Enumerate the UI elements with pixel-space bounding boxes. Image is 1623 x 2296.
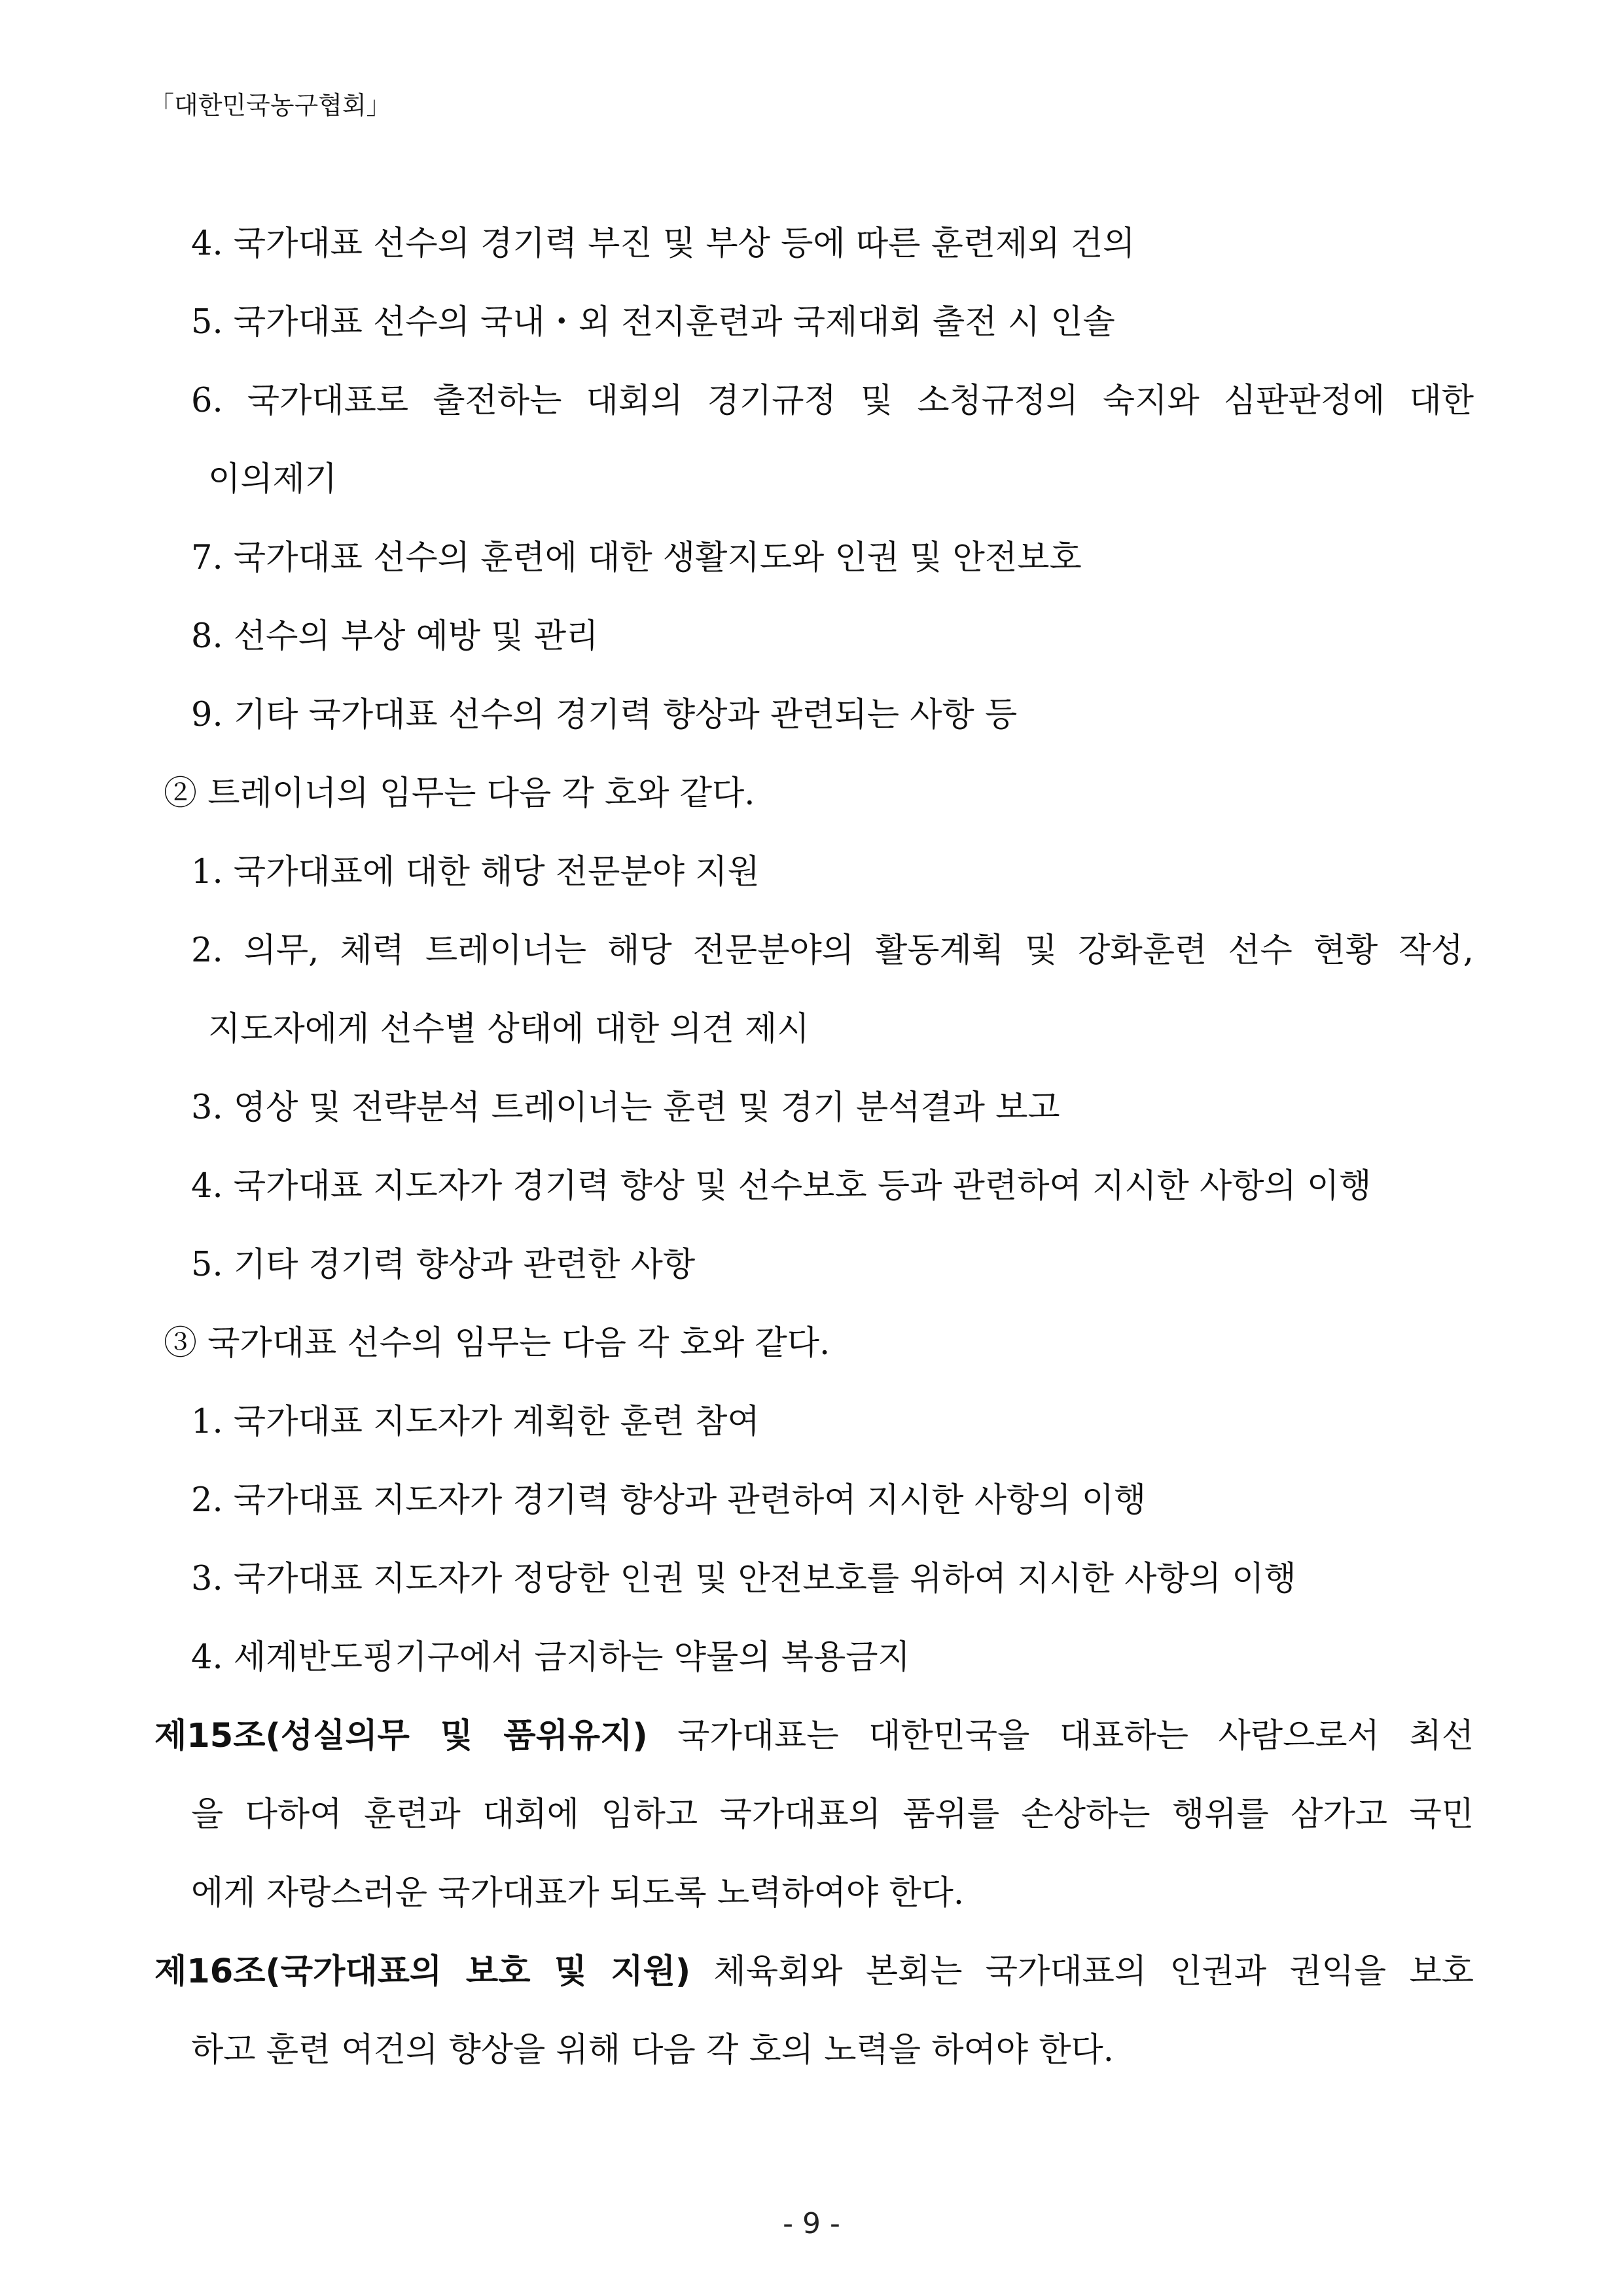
list-item: 5. 기타 경기력 향상과 관련한 사항 (191, 1246, 696, 1284)
list-item: 2. 국가대표 지도자가 경기력 향상과 관련하여 지시한 사항의 이행 (191, 1481, 1147, 1520)
list-item: 9. 기타 국가대표 선수의 경기력 향상과 관련되는 사항 등 (191, 696, 1018, 734)
document-header: 「대한민국농구협회」 (149, 91, 391, 120)
article-15-first-line (154, 1713, 1474, 1759)
article-16-text-line: 하고 훈련 여건의 향상을 위해 다음 각 호의 노력을 하여야 한다. (191, 2031, 1114, 2070)
article-15-title: 제15조(성실의무 및 품위유지) (154, 1717, 648, 1755)
clause-heading: ② 트레이너의 임무는 다음 각 호와 같다. (164, 774, 755, 813)
list-item: 8. 선수의 부상 예방 및 관리 (191, 617, 599, 656)
article-16-title: 제16조(국가대표의 보호 및 지원) (154, 1952, 691, 1991)
list-item: 1. 국가대표 지도자가 계획한 훈련 참여 (191, 1403, 760, 1441)
list-item: 5. 국가대표 선수의 국내・외 전지훈련과 국제대회 출전 시 인솔 (191, 303, 1115, 342)
list-item: 3. 국가대표 지도자가 정당한 인권 및 안전보호를 위하여 지시한 사항의 이행 (191, 1560, 1296, 1598)
article-15-text: 국가대표는 대한민국을 대표하는 사람으로서 최선 (677, 1717, 1474, 1755)
list-item: 2. 의무, 체력 트레이너는 해당 전문분야의 활동계획 및 강화훈련 선수 현황 작성, (191, 931, 1474, 970)
list-item: 4. 국가대표 선수의 경기력 부진 및 부상 등에 따른 훈련제외 건의 (191, 224, 1135, 263)
clause-heading: ③ 국가대표 선수의 임무는 다음 각 호와 같다. (164, 1324, 830, 1363)
list-item: 1. 국가대표에 대한 해당 전문분야 지원 (191, 853, 760, 891)
list-item: 3. 영상 및 전략분석 트레이너는 훈련 및 경기 분석결과 보고 (191, 1088, 1060, 1127)
list-item-continuation: 지도자에게 선수별 상태에 대한 의견 제시 (208, 1010, 810, 1049)
page-number: - 9 - (783, 2207, 840, 2240)
list-item-continuation: 이의제기 (208, 460, 338, 499)
list-item: 7. 국가대표 선수의 훈련에 대한 생활지도와 인권 및 안전보호 (191, 539, 1082, 577)
article-16-first-line (154, 1949, 1474, 1995)
list-item: 4. 국가대표 지도자가 경기력 향상 및 선수보호 등과 관련하여 지시한 사항의 이행 (191, 1167, 1372, 1206)
article-15-text-line: 에게 자랑스러운 국가대표가 되도록 노력하여야 한다. (191, 1874, 965, 1912)
article-15-text-line: 을 다하여 훈련과 대회에 임하고 국가대표의 품위를 손상하는 행위를 삼가고 국민 (191, 1795, 1474, 1834)
list-item: 6. 국가대표로 출전하는 대회의 경기규정 및 소청규정의 숙지와 심판판정에 대한 (191, 382, 1474, 420)
article-16-text: 체육회와 본회는 국가대표의 인권과 권익을 보호 (713, 1952, 1474, 1991)
list-item: 4. 세계반도핑기구에서 금지하는 약물의 복용금지 (191, 1638, 910, 1677)
